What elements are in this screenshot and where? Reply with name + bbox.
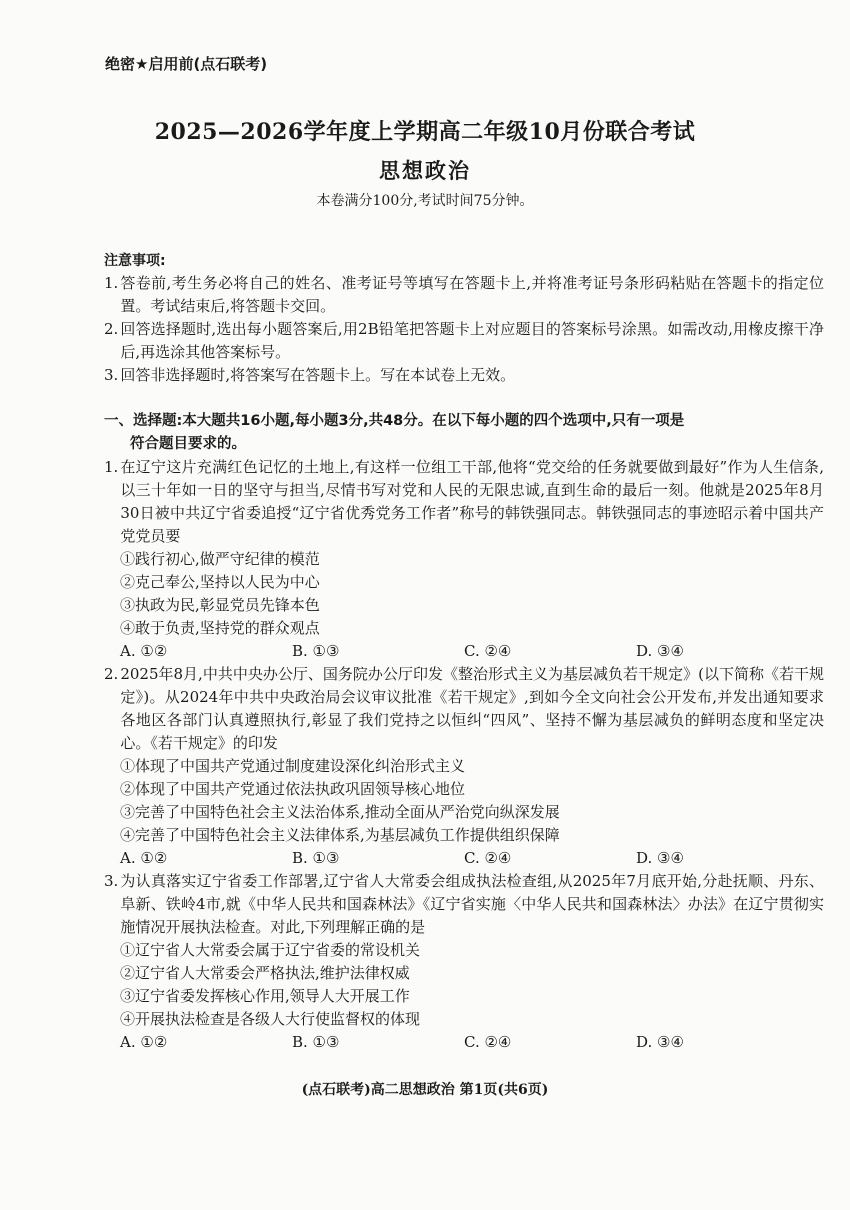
choice-a: A. ①② (120, 642, 168, 660)
statement-option: ③完善了中国特色社会主义法治体系,推动全面从严治党向纵深发展 (120, 803, 560, 821)
note-number: 1. (104, 274, 119, 292)
question-stem: 在辽宁这片充满红色记忆的土地上,有这样一位组工干部,他将“党交给的任务就要做到最好”作为人生信条,以三十年如一日的坚守与担当,尽情书写对党和人民的无限忠诚,直到生命的最后一刻。他就是2025年8月30日被中共辽宁省委追授“辽宁省优秀党务工作者”称号的韩铁强同志。韩铁强同志的事迹昭示着中国共产党党员要 (120, 458, 824, 545)
statement-option: ④完善了中国特色社会主义法律体系,为基层减负工作提供组织保障 (120, 826, 560, 844)
section-heading (104, 410, 824, 456)
statement-option: ④开展执法检查是各级人大行使监督权的体现 (120, 1010, 421, 1028)
statement-option: ③辽宁省委发挥核心作用,领导人大开展工作 (120, 987, 410, 1005)
question-stem: 2025年8月,中共中央办公厅、国务院办公厅印发《整治形式主义为基层减负若干规定》(以下简称《若干规定》)。从2024年中共中央政治局会议审议批准《若干规定》,到如今全文向社会公开发布,并发出通知要求各地区各部门认真遵照执行,彰显了我们党持之以恒纠“四风”、坚持不懈为基层减负的鲜明态度和坚定决心。《若干规定》的印发 (120, 665, 824, 752)
exam-title: 2025—2026学年度上学期高二年级10月份联合考试 (154, 119, 696, 145)
answer-choices (104, 847, 824, 870)
note-number: 2. (104, 320, 119, 338)
question-2 (104, 663, 824, 870)
question-number: 3. (104, 872, 119, 890)
questions (104, 456, 824, 1054)
statement-option: ④敢于负责,坚持党的群众观点 (120, 619, 320, 637)
choice-c: C. ②④ (464, 1033, 512, 1051)
statement-option: ①体现了中国共产党通过制度建设深化纠治形式主义 (120, 757, 466, 775)
question-3 (104, 870, 824, 1054)
notes-list (104, 272, 824, 387)
note-text: 回答非选择题时,将答案写在答题卡上。写在本试卷上无效。 (120, 366, 516, 384)
choice-b: B. ①③ (292, 1033, 340, 1051)
notes-heading: 注意事项: (104, 253, 166, 269)
question-1 (104, 456, 824, 663)
question-number: 2. (104, 665, 119, 683)
choice-d: D. ③④ (636, 849, 684, 867)
choice-b: B. ①③ (292, 642, 340, 660)
choice-c: C. ②④ (464, 642, 512, 660)
choice-d: D. ③④ (636, 1033, 684, 1051)
statement-option: ②辽宁省人大常委会严格执法,维护法律权威 (120, 964, 410, 982)
statement-option: ②克己奉公,坚持以人民为中心 (120, 573, 320, 591)
subject-title: 思想政治 (379, 158, 471, 183)
statement-option: ①辽宁省人大常委会属于辽宁省委的常设机关 (120, 941, 421, 959)
note-text: 答卷前,考生务必将自己的姓名、准考证号等填写在答题卡上,并将准考证号条形码粘贴在答题卡的指定位置。考试结束后,将答题卡交回。 (120, 274, 824, 315)
note-number: 3. (104, 366, 119, 384)
note-item (104, 364, 824, 387)
exam-info: 本卷满分100分,考试时间75分钟。 (316, 193, 534, 209)
note-item (104, 272, 824, 318)
note-item (104, 318, 824, 364)
choice-c: C. ②④ (464, 849, 512, 867)
choice-d: D. ③④ (636, 642, 684, 660)
section-heading-line1: 一、选择题:本大题共16小题,每小题3分,共48分。在以下每小题的四个选项中,只有一项是 (104, 413, 685, 429)
statement-option: ①践行初心,做严守纪律的模范 (120, 550, 320, 568)
question-number: 1. (104, 458, 119, 476)
statement-option: ②体现了中国共产党通过依法执政巩固领导核心地位 (120, 780, 466, 798)
choice-a: A. ①② (120, 849, 168, 867)
statement-option: ③执政为民,彰显党员先锋本色 (120, 596, 320, 614)
section-heading-line2: 符合题目要求的。 (130, 436, 246, 452)
answer-choices (104, 640, 824, 663)
confidential-label: 绝密★启用前(点石联考) (105, 55, 268, 73)
page-footer: (点石联考)高二思想政治 第1页(共6页) (301, 1082, 549, 1098)
choice-b: B. ①③ (292, 849, 340, 867)
choice-a: A. ①② (120, 1033, 168, 1051)
question-stem: 为认真落实辽宁省委工作部署,辽宁省人大常委会组成执法检查组,从2025年7月底开始,分赴抚顺、丹东、阜新、铁岭4市,就《中华人民共和国森林法》《辽宁省实施〈中华人民共和国森林法〉办法》在辽宁贯彻实施情况开展执法检查。对此,下列理解正确的是 (120, 872, 824, 936)
answer-choices (104, 1031, 824, 1054)
note-text: 回答选择题时,选出每小题答案后,用2B铅笔把答题卡上对应题目的答案标号涂黑。如需改动,用橡皮擦干净后,再选涂其他答案标号。 (120, 320, 824, 361)
